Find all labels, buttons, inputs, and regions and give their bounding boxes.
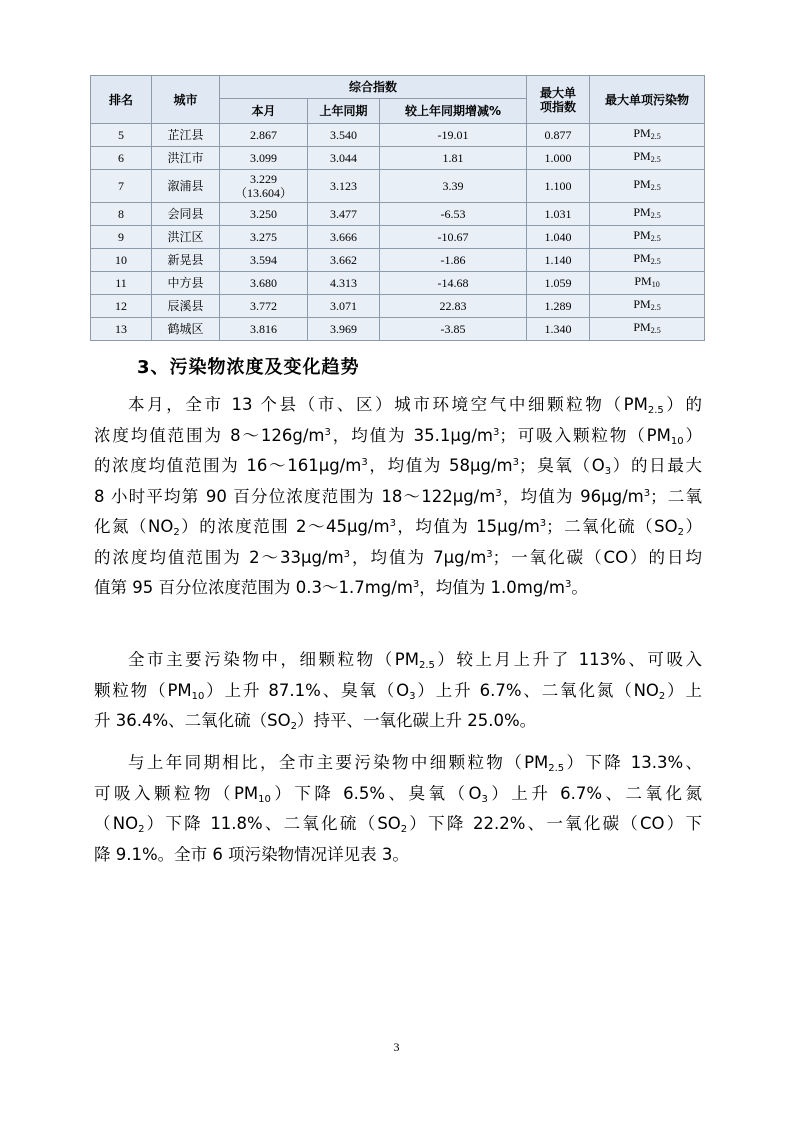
- cell-current-value: 3.229: [250, 172, 277, 186]
- paragraph-month-change: [94, 645, 702, 737]
- text-segment: 。: [571, 578, 588, 597]
- cell-city: 会同县: [152, 203, 220, 226]
- text-segment: ，均值为 58μg/m: [367, 456, 513, 475]
- cell-current-month: 3.594: [220, 249, 308, 272]
- pollutant-subscript: 2.5: [650, 132, 661, 141]
- cell-rank: 12: [91, 295, 152, 318]
- cell-rank: 9: [91, 226, 152, 249]
- cell-current-month: 3.816: [220, 318, 308, 341]
- pollutant-name: PM: [634, 274, 652, 288]
- cell-current-month: [220, 170, 308, 203]
- text-line: [94, 451, 702, 482]
- subscript: 3: [604, 466, 612, 477]
- cell-city: 中方县: [152, 272, 220, 295]
- text-segment: 升 36.4%、二氧化硫（SO: [94, 711, 291, 730]
- cell-change: 1.81: [380, 147, 527, 170]
- text-segment: ）较上月上升了 113%、可吸入: [434, 650, 703, 669]
- table-row: [91, 226, 705, 249]
- header-last-year: 上年同期: [308, 99, 380, 124]
- superscript: 3: [539, 518, 547, 529]
- text-segment: 的浓度均值范围为 16～161μg/m: [94, 456, 362, 475]
- pollutant-subscript: 2.5: [650, 303, 661, 312]
- cell-max-pollutant: [590, 295, 705, 318]
- cell-city: 辰溪县: [152, 295, 220, 318]
- cell-rank: 11: [91, 272, 152, 295]
- text-segment: 降 9.1%。全市 6 项污染物情况详见表 3。: [94, 844, 409, 864]
- text-segment: ）: [684, 517, 702, 536]
- pollutant-name: PM: [633, 228, 651, 242]
- text-segment: 本月，全市 13 个县（市、区）城市环境空气中细颗粒物（PM: [128, 395, 648, 414]
- cell-change: -19.01: [380, 124, 527, 147]
- cell-change: 3.39: [380, 170, 527, 203]
- cell-change: 22.83: [380, 295, 527, 318]
- table-row: [91, 203, 705, 226]
- cell-max-pollutant: [590, 272, 705, 295]
- subscript: 2: [400, 824, 408, 835]
- pollutant-subscript: 2.5: [650, 326, 661, 335]
- text-line: [94, 779, 702, 810]
- header-city: 城市: [152, 76, 220, 124]
- pollutant-name: PM: [633, 251, 651, 265]
- pollutant-name: PM: [633, 126, 651, 140]
- text-segment: ）上: [665, 680, 703, 700]
- text-line: [94, 390, 702, 421]
- text-segment: 与上年同期相比，全市主要污染物中细颗粒物（PM: [128, 753, 549, 772]
- cell-max-pollutant: [590, 203, 705, 226]
- cell-rank: 8: [91, 203, 152, 226]
- superscript: 3: [495, 487, 502, 499]
- cell-current-month: 3.275: [220, 226, 308, 249]
- text-segment: ）的日最大: [611, 456, 703, 475]
- text-segment: ，均值为 1.0mg/m: [419, 578, 565, 597]
- cell-rank: 13: [91, 318, 152, 341]
- pollutant-subscript: 2.5: [650, 234, 661, 243]
- cell-max-index: 1.340: [527, 318, 590, 341]
- text-segment: ）: [683, 425, 703, 445]
- text-segment: 值第 95 百分位浓度范围为 0.3～1.7mg/m: [94, 578, 413, 597]
- cell-change: -10.67: [380, 226, 527, 249]
- text-segment: ；二氧: [650, 486, 702, 506]
- cell-current-extra: （13.604）: [234, 186, 292, 200]
- text-segment: ）上升 6.7%、二氧化氮（NO: [415, 680, 659, 700]
- cell-city: 新晃县: [152, 249, 220, 272]
- text-segment: ）上升 87.1%、臭氧（O: [204, 680, 410, 700]
- paragraph-concentration: [94, 390, 702, 604]
- text-segment: ，均值为 7μg/m: [350, 547, 487, 567]
- cell-city: 溆浦县: [152, 170, 220, 203]
- subscript: 2.5: [548, 763, 565, 774]
- table-row: [91, 295, 705, 318]
- header-max-index: [527, 76, 590, 124]
- cell-city: 鹤城区: [152, 318, 220, 341]
- text-segment: 的浓度均值范围为 2～33μg/m: [94, 547, 344, 567]
- subscript: 10: [258, 793, 271, 805]
- cell-max-index: 1.059: [527, 272, 590, 295]
- pollutant-name: PM: [633, 205, 651, 219]
- text-segment: （NO: [94, 814, 139, 833]
- cell-max-index: 1.100: [527, 170, 590, 203]
- text-line: [94, 512, 702, 543]
- cell-max-index: 1.040: [527, 226, 590, 249]
- superscript: 3: [643, 487, 651, 499]
- cell-last-year: 3.044: [308, 147, 380, 170]
- subscript: 2: [290, 721, 297, 732]
- text-line: [94, 676, 702, 707]
- cell-current-month: 2.867: [220, 124, 308, 147]
- header-rank: 排名: [91, 76, 152, 124]
- cell-change: -6.53: [380, 203, 527, 226]
- header-max-pollutant: 最大单项污染物: [590, 76, 705, 124]
- cell-city: 洪江区: [152, 226, 220, 249]
- cell-current-month: 3.250: [220, 203, 308, 226]
- cell-current-month: 3.772: [220, 295, 308, 318]
- cell-last-year: 3.477: [308, 203, 380, 226]
- cell-max-pollutant: [590, 226, 705, 249]
- pollutant-name: PM: [633, 320, 651, 334]
- cell-last-year: 3.969: [308, 318, 380, 341]
- cell-last-year: 3.666: [308, 226, 380, 249]
- subscript: 2: [677, 527, 684, 538]
- superscript: 3: [492, 426, 500, 438]
- text-line: [94, 645, 702, 676]
- superscript: 3: [564, 579, 572, 590]
- text-segment: ；可吸入颗粒物（PM: [499, 425, 671, 445]
- superscript: 3: [343, 548, 351, 560]
- cell-change: -14.68: [380, 272, 527, 295]
- subscript: 2: [138, 824, 145, 835]
- text-segment: ）下降 6.5%、臭氧（O: [270, 783, 482, 803]
- superscript: 3: [361, 457, 368, 468]
- subscript: 2: [658, 690, 666, 702]
- pollutant-subscript: 2.5: [650, 211, 661, 220]
- text-segment: 化氮（NO: [94, 517, 174, 536]
- pollutant-name: PM: [633, 297, 651, 311]
- cell-change: -3.85: [380, 318, 527, 341]
- cell-city: 洪江市: [152, 147, 220, 170]
- pollutant-subscript: 2.5: [650, 155, 661, 164]
- cell-max-pollutant: [590, 170, 705, 203]
- cell-last-year: 3.123: [308, 170, 380, 203]
- cell-last-year: 4.313: [308, 272, 380, 295]
- text-segment: 颗粒物（PM: [94, 680, 192, 700]
- cell-max-index: 0.877: [527, 124, 590, 147]
- table-body: [91, 124, 705, 341]
- pollutant-subscript: 10: [651, 280, 660, 289]
- text-line: [94, 421, 702, 452]
- text-segment: 全市主要污染物中，细颗粒物（PM: [128, 650, 419, 669]
- cell-last-year: 3.540: [308, 124, 380, 147]
- cell-max-index: 1.140: [527, 249, 590, 272]
- cell-last-year: 3.662: [308, 249, 380, 272]
- cell-city: 芷江县: [152, 124, 220, 147]
- text-segment: ）上升 6.7%、二氧化氮: [487, 783, 702, 803]
- cell-max-pollutant: [590, 318, 705, 341]
- superscript: 3: [389, 518, 396, 529]
- cell-rank: 7: [91, 170, 152, 203]
- text-segment: ）的浓度范围 2～45μg/m: [179, 517, 390, 536]
- cell-current-month: 3.680: [220, 272, 308, 295]
- cell-rank: 6: [91, 147, 152, 170]
- text-segment: 可吸入颗粒物（PM: [94, 783, 259, 803]
- text-line: [94, 809, 702, 840]
- superscript: 3: [324, 426, 331, 438]
- text-segment: ）的: [663, 395, 703, 414]
- cell-max-pollutant: [590, 124, 705, 147]
- text-segment: ）持平、一氧化碳上升 25.0%。: [297, 711, 537, 730]
- pollutant-subscript: 2.5: [650, 183, 661, 192]
- text-segment: ；臭氧（O: [519, 456, 605, 475]
- subscript: 2: [173, 527, 180, 538]
- subscript: 2.5: [418, 660, 435, 671]
- subscript: 10: [191, 690, 205, 702]
- text-line: [94, 840, 702, 871]
- cell-max-index: 1.000: [527, 147, 590, 170]
- subscript: 3: [481, 793, 488, 805]
- table-row: [91, 249, 705, 272]
- cell-last-year: 3.071: [308, 295, 380, 318]
- text-line: [94, 543, 702, 574]
- text-segment: ，均值为 35.1μg/m: [330, 425, 493, 445]
- table-row: [91, 272, 705, 295]
- superscript: 3: [412, 579, 420, 590]
- subscript: 10: [670, 435, 684, 447]
- cell-max-pollutant: [590, 249, 705, 272]
- table-row: [91, 147, 705, 170]
- text-segment: ）下降 13.3%、: [564, 753, 702, 772]
- section-title: 3、污染物浓度及变化趋势: [137, 357, 360, 378]
- text-segment: ；二氧化硫（SO: [546, 517, 678, 536]
- cell-max-index: 1.289: [527, 295, 590, 318]
- page-number: 3: [393, 1040, 400, 1054]
- cell-change: -1.86: [380, 249, 527, 272]
- table-header-row: [91, 76, 705, 99]
- text-segment: ）下降 22.2%、一氧化碳（CO）下: [407, 814, 702, 833]
- text-segment: 浓度均值范围为 8～126g/m: [94, 425, 325, 445]
- pollutant-subscript: 2.5: [650, 257, 661, 266]
- header-composite-index: 综合指数: [220, 76, 527, 99]
- cell-rank: 5: [91, 124, 152, 147]
- cell-current-month: 3.099: [220, 147, 308, 170]
- superscript: 3: [512, 457, 520, 468]
- header-change: 较上年同期增减%: [380, 99, 527, 124]
- subscript: 2.5: [647, 405, 664, 416]
- text-segment: ，均值为 15μg/m: [395, 517, 540, 536]
- superscript: 3: [486, 548, 493, 560]
- text-segment: ，均值为 96μg/m: [501, 486, 644, 506]
- cell-max-index: 1.031: [527, 203, 590, 226]
- table-row: [91, 318, 705, 341]
- table-row: [91, 170, 705, 203]
- text-line: [94, 573, 702, 604]
- cell-rank: 10: [91, 249, 152, 272]
- pollutant-name: PM: [633, 149, 651, 163]
- text-line: [94, 748, 702, 779]
- cell-max-pollutant: [590, 147, 705, 170]
- table-row: [91, 124, 705, 147]
- text-line: [94, 482, 702, 513]
- text-segment: 8 小时平均第 90 百分位浓度范围为 18～122μg/m: [94, 486, 496, 506]
- paragraph-year-change: [94, 748, 702, 870]
- text-segment: ；一氧化碳（CO）的日均: [492, 547, 702, 567]
- header-max-index-label: 最大单项指数: [540, 85, 577, 114]
- text-line: [94, 706, 702, 737]
- subscript: 3: [409, 690, 416, 702]
- header-current-month: 本月: [220, 99, 308, 124]
- text-segment: ）下降 11.8%、二氧化硫（SO: [144, 814, 401, 833]
- pollutant-name: PM: [633, 177, 651, 191]
- air-quality-ranking-table: [90, 75, 705, 341]
